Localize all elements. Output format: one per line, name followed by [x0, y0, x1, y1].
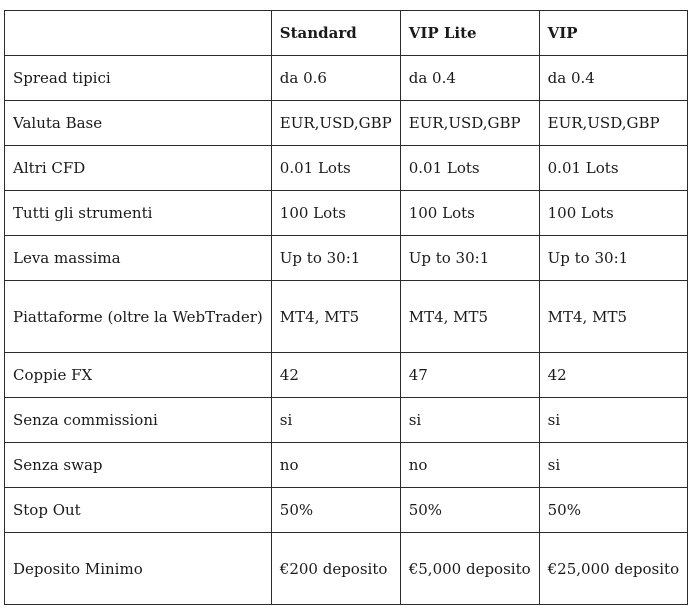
cell-standard: 42 [271, 353, 400, 398]
row-label-text: Altri CFD [13, 159, 86, 177]
table-row [5, 533, 688, 605]
cell-vip-lite: si [400, 398, 539, 443]
cell-vip-lite: da 0.4 [400, 56, 539, 101]
cell-vip: si [539, 443, 687, 488]
table-row [5, 101, 688, 146]
header-cell-vip: VIP [539, 11, 687, 56]
account-comparison-table [4, 10, 688, 605]
row-label [5, 191, 272, 236]
row-label [5, 398, 272, 443]
row-label [5, 281, 272, 353]
row-label [5, 146, 272, 191]
row-label-text: Piattaforme [13, 307, 103, 326]
row-label [5, 488, 272, 533]
table-row [5, 398, 688, 443]
row-label [5, 533, 272, 605]
header-cell-empty [5, 11, 272, 56]
cell-vip-lite: Up to 30:1 [400, 236, 539, 281]
header-row [5, 11, 688, 56]
row-label-text: Valuta Base [13, 114, 103, 132]
cell-standard: 100 Lots [271, 191, 400, 236]
row-label-text: Senza commissioni [13, 411, 158, 429]
table-row [5, 56, 688, 101]
row-label [5, 101, 272, 146]
cell-standard: 0.01 Lots [271, 146, 400, 191]
header-cell-standard: Standard [271, 11, 400, 56]
table-row [5, 146, 688, 191]
row-label [5, 236, 272, 281]
cell-vip: da 0.4 [539, 56, 687, 101]
cell-vip: EUR,USD,GBP [539, 101, 687, 146]
cell-vip-lite: MT4, MT5 [400, 281, 539, 353]
cell-vip: si [539, 398, 687, 443]
cell-standard: EUR,USD,GBP [271, 101, 400, 146]
cell-standard: €200 deposito [271, 533, 400, 605]
cell-vip: Up to 30:1 [539, 236, 687, 281]
cell-standard: si [271, 398, 400, 443]
table-row [5, 236, 688, 281]
cell-vip-lite: 50% [400, 488, 539, 533]
cell-vip-lite: 0.01 Lots [400, 146, 539, 191]
cell-standard: 50% [271, 488, 400, 533]
table-row [5, 488, 688, 533]
row-label [5, 443, 272, 488]
row-label [5, 353, 272, 398]
table-row [5, 353, 688, 398]
row-label-text: Senza swap [13, 456, 103, 474]
table-row [5, 191, 688, 236]
cell-vip: MT4, MT5 [539, 281, 687, 353]
cell-vip-lite: EUR,USD,GBP [400, 101, 539, 146]
cell-vip-lite: 47 [400, 353, 539, 398]
row-label-text: Coppie FX [13, 366, 93, 384]
table-row [5, 443, 688, 488]
cell-standard: Up to 30:1 [271, 236, 400, 281]
header-cell-vip-lite: VIP Lite [400, 11, 539, 56]
cell-standard: no [271, 443, 400, 488]
row-label-text: Spread tipici [13, 69, 111, 87]
row-label-text: Stop Out [13, 501, 81, 519]
cell-standard: da 0.6 [271, 56, 400, 101]
row-label-text: Leva massima [13, 249, 121, 267]
cell-vip: 0.01 Lots [539, 146, 687, 191]
cell-vip: 100 Lots [539, 191, 687, 236]
cell-vip: 42 [539, 353, 687, 398]
row-label-text: Deposito Minimo [13, 559, 143, 578]
cell-standard: MT4, MT5 [271, 281, 400, 353]
row-label [5, 56, 272, 101]
row-label-text: Tutti gli strumenti [13, 204, 153, 222]
cell-vip: 50% [539, 488, 687, 533]
table-row [5, 281, 688, 353]
cell-vip-lite: €5,000 deposito [400, 533, 539, 605]
cell-vip: €25,000 deposito [539, 533, 687, 605]
cell-vip-lite: 100 Lots [400, 191, 539, 236]
cell-vip-lite: no [400, 443, 539, 488]
row-label-note: (oltre la WebTrader) [102, 307, 263, 326]
